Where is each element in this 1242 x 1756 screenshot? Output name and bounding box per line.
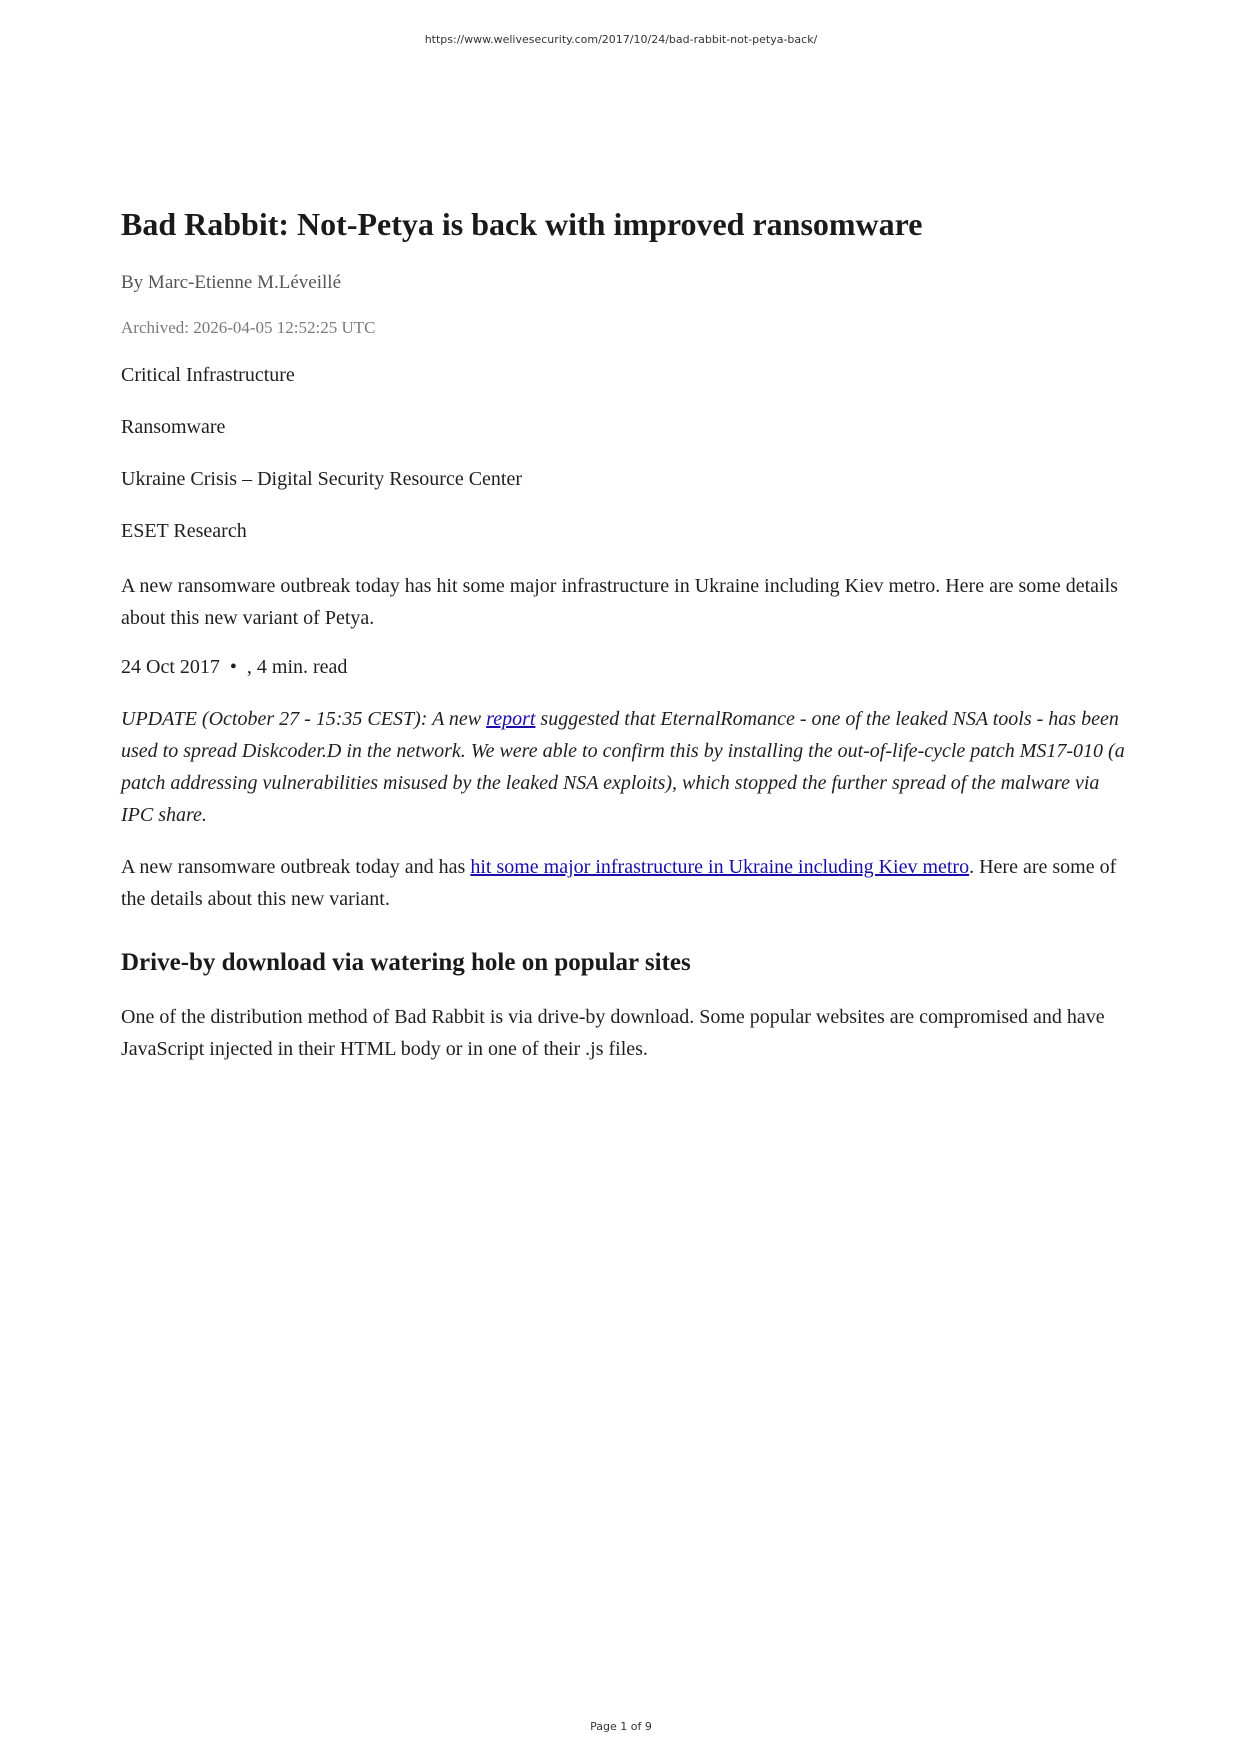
- kiev-metro-link[interactable]: hit some major infrastructure in Ukraine including Kiev metro: [470, 856, 970, 879]
- update-note: [121, 703, 1131, 831]
- intro-paragraph: [121, 851, 1131, 915]
- archived-timestamp: Archived: 2026-04-05 12:52:25 UTC: [121, 318, 376, 338]
- category-critical-infrastructure: Critical Infrastructure: [121, 364, 295, 387]
- read-time: , 4 min. read: [246, 656, 348, 679]
- publish-date: 24 Oct 2017: [121, 656, 220, 679]
- meta-separator: •: [229, 656, 237, 679]
- section-heading: Drive-by download via watering hole on popular sites: [121, 949, 691, 977]
- report-link[interactable]: report: [486, 708, 536, 731]
- category-ukraine-crisis: Ukraine Crisis – Digital Security Resource Center: [121, 468, 523, 491]
- page-number: Page 1 of 9: [590, 1720, 652, 1733]
- section-body: One of the distribution method of Bad Rabbit is via drive-by download. Some popular websites are compromised and have JavaScript injected in their HTML body or in one of their .js files.: [121, 1005, 1105, 1060]
- article-title: Bad Rabbit: Not-Petya is back with improved ransomware: [121, 206, 923, 242]
- article-summary: A new ransomware outbreak today has hit some major infrastructure in Ukraine including Kiev metro. Here are some details about this new variant of Petya.: [121, 575, 1118, 630]
- article-byline: By Marc-Etienne M.Léveillé: [121, 272, 342, 294]
- category-ransomware: Ransomware: [121, 416, 226, 439]
- intro-text-before: A new ransomware outbreak today and has: [121, 856, 471, 879]
- article: [121, 205, 1131, 1085]
- category-eset-research: ESET Research: [121, 520, 247, 543]
- update-text-after: suggested that EternalRomance - one of the leaked NSA tools - has been used to spread Diskcoder.D in the network. We were able to confirm this by installing the out-of-life-cycle patch MS17-010 (a patch addressing vulnerabilities misused by the leaked NSA exploits), which stopped the further spread of the malware via IPC share.: [121, 708, 1125, 827]
- intro-text-after: . Here are some of the details about this new variant.: [121, 856, 1117, 911]
- update-text-before: UPDATE (October 27 - 15:35 CEST): A new: [121, 708, 487, 731]
- page-url: https://www.welivesecurity.com/2017/10/24/bad-rabbit-not-petya-back/: [424, 33, 818, 46]
- article-meta: [121, 654, 1131, 680]
